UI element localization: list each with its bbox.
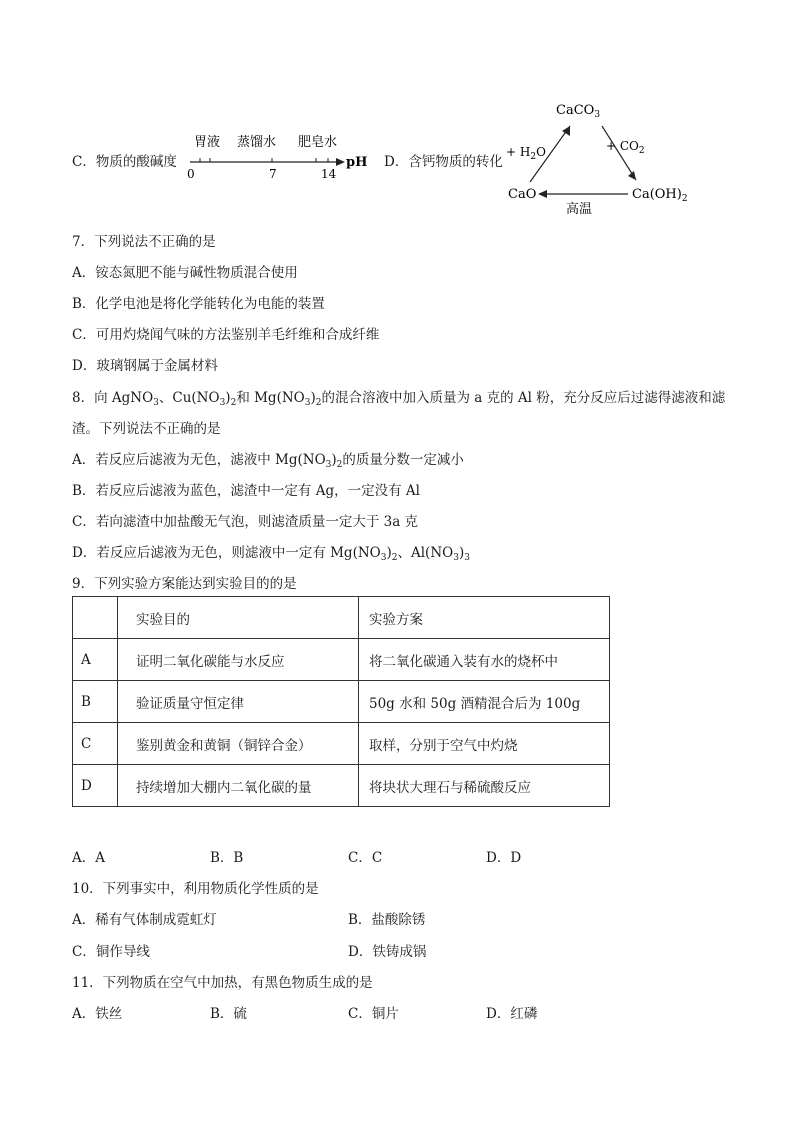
cycle-right-arrow-label: + $CO_2$ [606,139,645,156]
table-cell: 持续增加大棚内二氧化碳的量 [118,765,359,807]
q8-option-d: D．若反应后滤液为无色，则滤液中一定有 $Mg(NO_3)_2$、$Al(NO_3)_3$ [72,545,470,563]
cycle-bottom-arrow-label: 高温 [566,202,593,217]
table-cell: B [73,681,118,723]
calcium-cycle-diagram [500,96,690,221]
table-header-cell: 实验目的 [118,597,359,639]
table-row [73,765,610,807]
table-cell: 将块状大理石与稀硫酸反应 [359,765,610,807]
table-row [73,639,610,681]
cycle-left-arrow-label: + $H_2O$ [506,145,546,162]
q6-option-c-label: C．物质的酸碱度 [72,154,177,170]
table-cell: D [73,765,118,807]
table-header-row [73,597,610,639]
table-cell: 证明二氧化碳能与水反应 [118,639,359,681]
q11-option-b: B．硫 [210,1006,247,1022]
ph-axis-label: pH [346,155,368,170]
table-cell: 将二氧化碳通入装有水的烧杯中 [359,639,610,681]
q9-stem: 9．下列实验方案能达到实验目的的是 [72,576,297,592]
q11-option-d: D．红磷 [486,1006,538,1022]
q8-stem-line2: 渣。下列说法不正确的是 [72,421,221,437]
q10-option-b: B．盐酸除锈 [348,912,426,928]
q8-stem-line1: 8．向 AgNO$_3$、$Cu(NO_3)_2$和 $Mg(NO_3)_2$的混合溶液中加入质量为 a 克的 Al 粉，充分反应后过滤得滤液和滤 [72,390,726,408]
table-cell: C [73,723,118,765]
q10-stem: 10．下列事实中，利用物质化学性质的是 [72,881,319,897]
table-cell: 50g 水和 50g 酒精混合后为 100g [359,681,610,723]
ph-label-soap: 肥皂水 [298,135,338,150]
q9-experiment-table [72,596,610,807]
q11-option-c: C．铜片 [348,1006,399,1022]
q9-option-d: D．D [486,850,522,866]
q9-option-c: C．C [348,850,383,866]
ph-label-gastric: 胃液 [194,135,221,150]
cycle-caoh2: $Ca(OH)_2$ [632,187,688,204]
q10-option-c: C．铜作导线 [72,944,150,960]
table-cell: 验证质量守恒定律 [118,681,359,723]
table-cell: 鉴别黄金和黄铜（铜锌合金） [118,723,359,765]
ph-scale-diagram [180,128,370,184]
q7-option-d: D．玻璃钢属于金属材料 [72,358,218,374]
q9-option-a: A．A [72,850,105,866]
q8-option-a: A．若反应后滤液为无色，滤液中 $Mg(NO_3)_2$的质量分数一定减小 [72,452,464,470]
table-row [73,681,610,723]
q9-option-b: B．B [210,850,244,866]
q7-option-b: B．化学电池是将化学能转化为电能的装置 [72,296,325,312]
cycle-cao: CaO [508,187,537,202]
q6-option-d-label: D．含钙物质的转化 [384,154,503,170]
q7-option-a: A．铵态氮肥不能与碱性物质混合使用 [72,265,298,281]
cycle-caco3: CaCO$_3$ [556,103,601,120]
q7-option-c: C．可用灼烧闻气味的方法鉴别羊毛纤维和合成纤维 [72,327,380,343]
q11-option-a: A．铁丝 [72,1006,123,1022]
q10-option-a: A．稀有气体制成霓虹灯 [72,912,217,928]
ph-label-water: 蒸馏水 [237,135,277,150]
q8-option-c: C．若向滤渣中加盐酸无气泡，则滤渣质量一定大于 3a 克 [72,514,419,530]
table-header-cell [73,597,118,639]
ph-tick-7: 7 [269,167,277,181]
table-cell: 取样，分别于空气中灼烧 [359,723,610,765]
ph-tick-14: 14 [321,167,337,181]
table-row [73,723,610,765]
table-header-cell: 实验方案 [359,597,610,639]
ph-axis-arrow [336,158,345,166]
ph-tick-0: 0 [187,167,195,181]
q10-option-d: D．铁铸成锅 [348,944,427,960]
q7-stem: 7．下列说法不正确的是 [72,234,216,250]
q8-option-b: B．若反应后滤液为蓝色，滤渣中一定有 Ag，一定没有 Al [72,483,420,499]
table-cell: A [73,639,118,681]
q11-stem: 11．下列物质在空气中加热，有黑色物质生成的是 [72,975,373,991]
